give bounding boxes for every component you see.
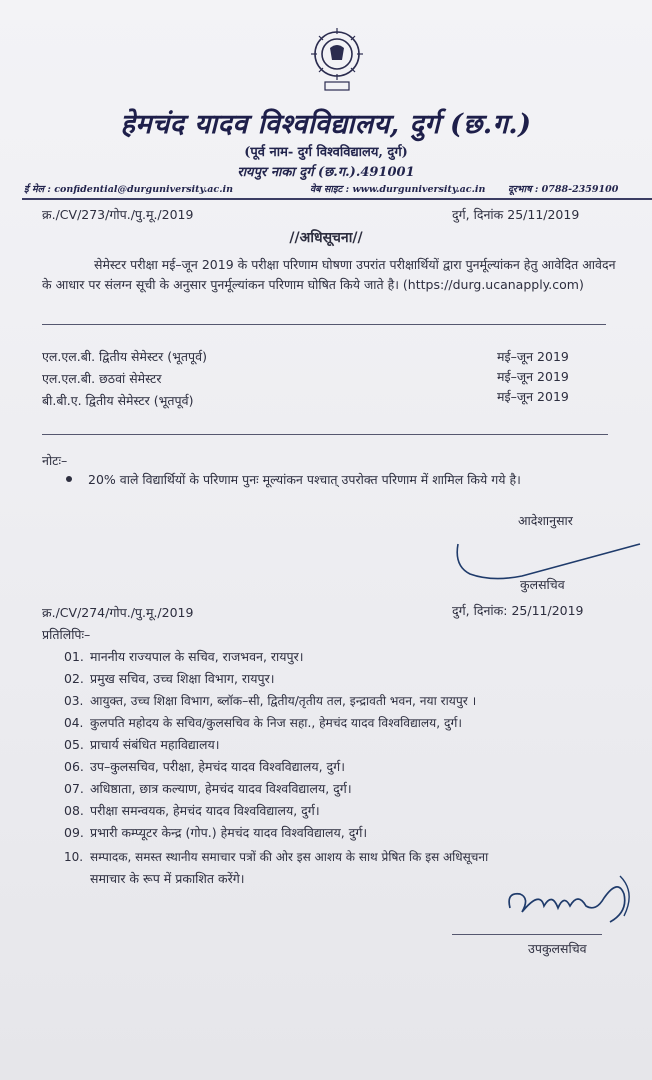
notice-ref-number: क्र./CV/273/गोप./पु.मू./2019 [42,207,194,222]
exam-name: बी.बी.ए. द्वितीय सेमेस्टर (भूतपूर्व) [42,393,194,408]
list-item: समाचार के रूप में प्रकाशित करेंगे। [90,871,245,886]
divider [42,324,606,325]
exam-name: एल.एल.बी. द्वितीय सेमेस्टर (भूतपूर्व) [42,349,207,364]
exam-name: एल.एल.बी. छठवां सेमेस्टर [42,371,162,386]
former-name: (पूर्व नाम- दुर्ग विश्वविद्यालय, दुर्ग) [244,145,408,160]
list-item: 01. माननीय राज्यपाल के सचिव, राजभवन, रायपुर। [64,649,304,664]
list-item: 09. प्रभारी कम्प्यूटर केन्द्र (गोप.) हेमचंद यादव विश्वविद्यालय, दुर्ग। [64,825,368,840]
list-item: 07. अधिष्ठाता, छात्र कल्याण, हेमचंद यादव विश्वविद्यालय, दुर्ग। [64,781,352,796]
divider [42,434,608,435]
email-text: ई मेल : confidential@durguniversity.ac.in [24,184,234,195]
list-item: 05. प्राचार्य संबंधित महाविद्यालय। [64,737,220,752]
list-item: 04. कुलपति महोदय के सचिव/कुलसचिव के निज सहा., हेमचंद यादव विश्वविद्यालय, दुर्ग। [64,716,462,730]
exam-session: मई–जून 2019 [497,349,569,364]
copy-place-date: दुर्ग, दिनांक: 25/11/2019 [452,603,584,618]
copy-ref-number: क्र./CV/274/गोप./पु.मू./2019 [42,605,194,620]
header-divider [22,198,652,200]
university-address: रायपुर नाका दुर्ग (छ.ग.).491001 [237,165,415,180]
bullet-icon [66,476,72,482]
deputy-registrar-designation: उपकुलसचिव [528,941,587,956]
signature-line [452,934,602,935]
university-emblem-icon [311,26,363,92]
notice-place-date: दुर्ग, दिनांक 25/11/2019 [452,207,580,222]
list-item: 10. सम्पादक, समस्त स्थानीय समाचार पत्रों की ओर इस आशय के साथ प्रेषित कि इस अधिसूचना [64,850,489,864]
notice-heading: //अधिसूचना// [289,230,363,246]
phone-text: दूरभाष : 0788-2359100 [508,184,619,195]
website-text: वेब साइट : www.durguniversity.ac.in [310,184,486,195]
order-text: आदेशानुसार [518,513,573,528]
university-name: हेमचंद यादव विश्वविद्यालय, दुर्ग (छ.ग.) [120,109,532,140]
copy-label: प्रतिलिपिः– [42,627,91,642]
notice-body: सेमेस्टर परीक्षा मई–जून 2019 के परीक्षा परिणाम घोषणा उपरांत परीक्षार्थियों द्वारा पुनर्मूल्यांकन हेतु आवेदित आवेदन के आधार पर संलग्न सूची के अनुसार पुनर्मूल्यांकन परिणाम घोषित किये जाते है। (https://durg.ucanapply.com) [42,257,616,292]
note-text: 20% वाले विद्यार्थियों के परिणाम पुनः मूल्यांकन पश्चात् उपरोक्त परिणाम में शामिल किये गये है। [88,472,521,487]
list-item: 03. आयुक्त, उच्च शिक्षा विभाग, ब्लॉक–सी, द्वितीय/तृतीय तल, इन्द्रावती भवन, नया रायपुर । [64,694,477,708]
list-item: 02. प्रमुख सचिव, उच्च शिक्षा विभाग, रायपुर। [64,671,275,686]
registrar-designation: कुलसचिव [520,577,565,592]
list-item: 06. उप–कुलसचिव, परीक्षा, हेमचंद यादव विश्वविद्यालय, दुर्ग। [64,759,345,774]
exam-session: मई–जून 2019 [497,369,569,384]
list-item: 08. परीक्षा समन्वयक, हेमचंद यादव विश्वविद्यालय, दुर्ग। [64,803,320,818]
note-label: नोटः– [42,453,68,468]
deputy-registrar-signature-icon [500,872,640,932]
exam-session: मई–जून 2019 [497,389,569,404]
